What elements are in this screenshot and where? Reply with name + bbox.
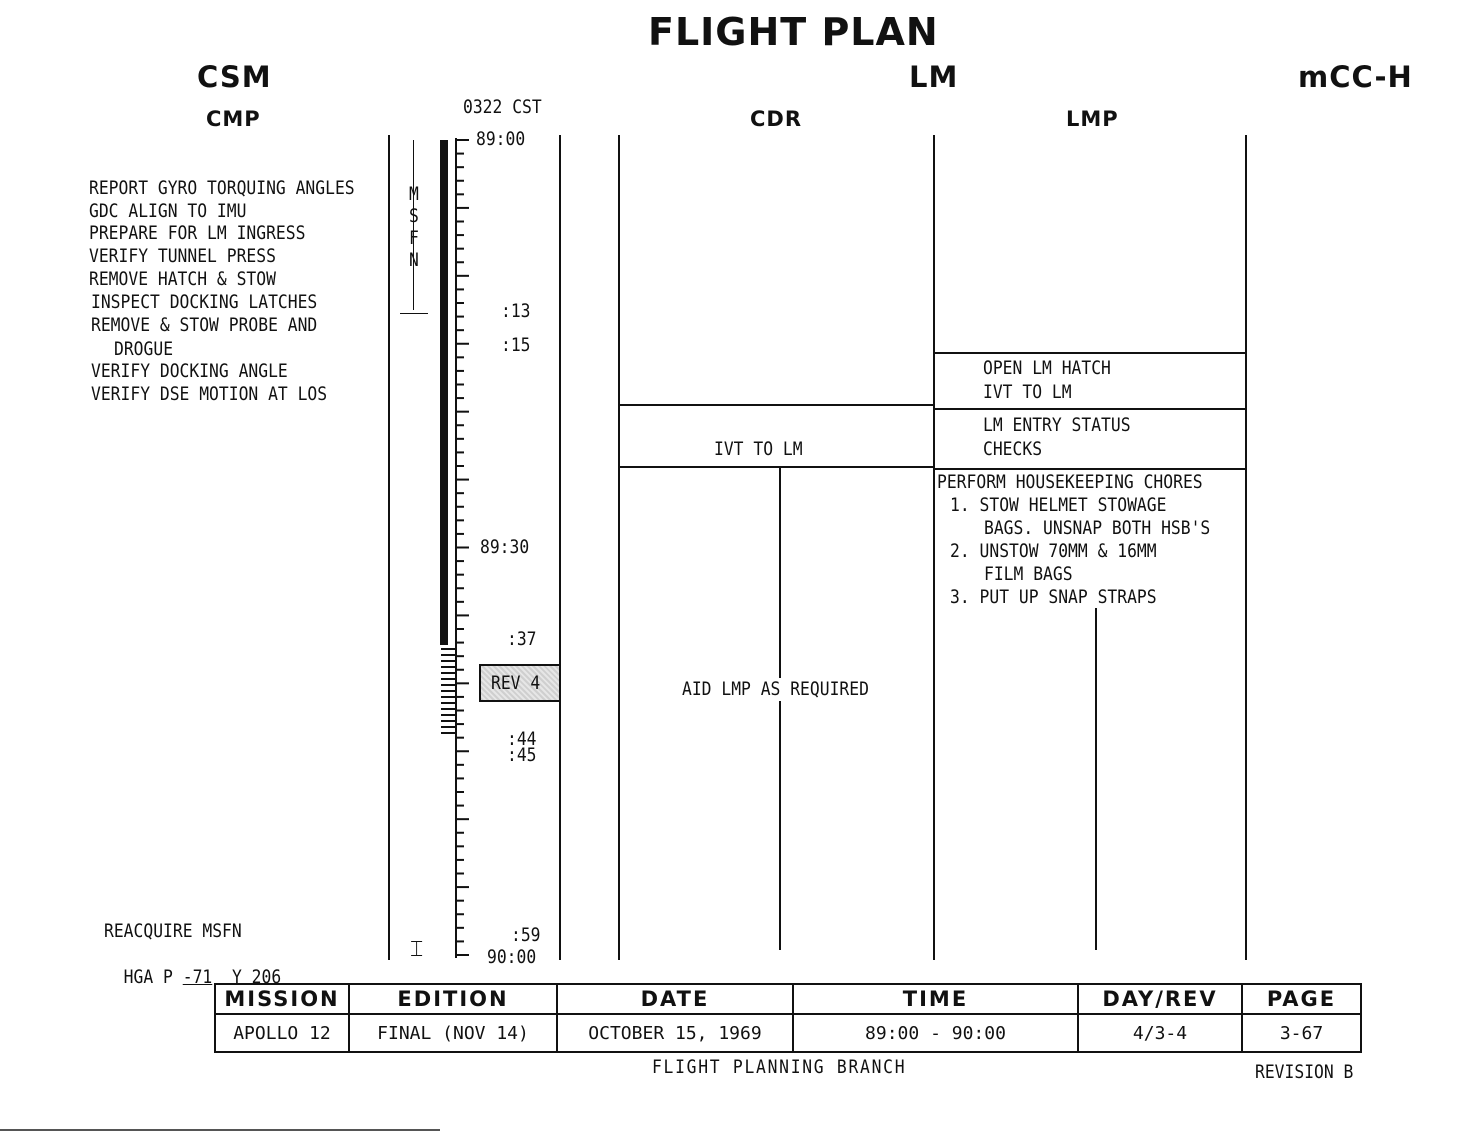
cmp-activity: VERIFY TUNNEL PRESS <box>89 245 276 267</box>
cdr-block-top <box>620 404 935 406</box>
time-mark: :59 <box>511 924 541 946</box>
cmp-activity: REMOVE HATCH & STOW <box>89 268 276 290</box>
cdr-ivt: IVT TO LM <box>714 438 803 460</box>
time-mark: :13 <box>501 300 531 322</box>
msfn-letter: S <box>409 205 419 227</box>
lmp-open-hatch: OPEN LM HATCH <box>983 357 1111 379</box>
footer-branch: FLIGHT PLANNING BRANCH <box>652 1056 907 1078</box>
footer-edition: FINAL (NOV 14) <box>349 1014 557 1052</box>
page-title: FLIGHT PLAN <box>648 10 939 54</box>
lmp-item: 1. STOW HELMET STOWAGE <box>950 494 1167 516</box>
bottom-rule <box>0 1129 440 1131</box>
lmp-ivt: IVT TO LM <box>983 381 1072 403</box>
footer-header: MISSION <box>215 984 349 1014</box>
time-right-line <box>559 135 561 960</box>
cmp-activity: VERIFY DOCKING ANGLE <box>91 360 288 382</box>
reacquire-marker-icon: ⌶ <box>410 937 424 962</box>
hga-line <box>104 943 281 988</box>
footer-page: 3-67 <box>1242 1014 1361 1052</box>
footer-header-row <box>215 984 1361 1014</box>
csm-heading: CSM <box>197 60 272 94</box>
lmp-item: FILM BAGS <box>984 563 1073 585</box>
msfn-letter: M <box>409 183 419 205</box>
rev-marker <box>479 664 561 702</box>
lmp-block-3-top <box>935 468 1246 470</box>
lmp-continuation-line <box>1095 608 1097 950</box>
reacquire-line: REACQUIRE MSFN <box>104 920 242 942</box>
cdr-left-line <box>618 135 620 960</box>
cmp-activity: VERIFY DSE MOTION AT LOS <box>91 383 328 405</box>
hga-pitch: -71 <box>182 965 213 988</box>
cmp-activity: DROGUE <box>114 338 174 360</box>
lmp-right-line <box>1245 135 1247 960</box>
msfn-letter: F <box>409 227 419 249</box>
msfn-bracket-bottom <box>400 313 428 314</box>
cmp-right-line <box>388 135 390 960</box>
lmp-housekeeping: PERFORM HOUSEKEEPING CHORES <box>937 471 1203 493</box>
hga-prefix: HGA P <box>123 965 173 988</box>
time-mark: :44 <box>507 728 537 750</box>
footer-revision: REVISION B <box>1255 1061 1354 1083</box>
time-mark: :37 <box>507 628 537 650</box>
hga-yaw-prefix: Y <box>231 965 242 988</box>
lmp-left-line <box>933 135 935 960</box>
footer-mission: APOLLO 12 <box>215 1014 349 1052</box>
lmp-block-1-top <box>935 352 1246 354</box>
mcc-heading: mCC-H <box>1298 60 1413 94</box>
time-mark: 90:00 <box>487 946 537 968</box>
cmp-heading: CMP <box>206 107 261 131</box>
hga-yaw: 206 <box>251 965 282 988</box>
time-mark: :45 <box>507 744 537 766</box>
cmp-activity: GDC ALIGN TO IMU <box>89 200 247 222</box>
cdr-aid: AID LMP AS REQUIRED <box>682 678 869 700</box>
lmp-heading: LMP <box>1066 107 1119 131</box>
footer-value-row <box>215 1014 1361 1052</box>
footer-header: EDITION <box>349 984 557 1014</box>
time-zone-label: 0322 CST <box>463 96 542 118</box>
cmp-activity: PREPARE FOR LM INGRESS <box>89 222 306 244</box>
cdr-block-bottom <box>620 466 935 468</box>
footer-time: 89:00 - 90:00 <box>793 1014 1078 1052</box>
cdr-continuation-line <box>779 468 781 950</box>
footer-header: DATE <box>557 984 793 1014</box>
footer-header: PAGE <box>1242 984 1361 1014</box>
footer-header: TIME <box>793 984 1078 1014</box>
rev-label: REV 4 <box>491 672 541 694</box>
time-axis-ticks <box>440 130 480 965</box>
cdr-heading: CDR <box>750 107 803 131</box>
time-mark: :15 <box>501 334 531 356</box>
lmp-item: BAGS. UNSNAP BOTH HSB'S <box>984 517 1211 539</box>
cmp-activity: INSPECT DOCKING LATCHES <box>91 291 318 313</box>
cmp-activity: REMOVE & STOW PROBE AND <box>91 314 318 336</box>
lmp-block-2-top <box>935 408 1246 410</box>
lm-heading: LM <box>909 60 959 94</box>
msfn-letter: N <box>409 249 419 271</box>
lmp-item: 2. UNSTOW 70MM & 16MM <box>950 540 1157 562</box>
lmp-entry-checks: CHECKS <box>983 438 1043 460</box>
cmp-activity: REPORT GYRO TORQUING ANGLES <box>89 177 355 199</box>
lmp-item: 3. PUT UP SNAP STRAPS <box>950 586 1157 608</box>
lmp-entry-status: LM ENTRY STATUS <box>983 414 1131 436</box>
time-mark: 89:00 <box>476 128 526 150</box>
footer-table <box>214 983 1362 1053</box>
time-mark: 89:30 <box>480 536 530 558</box>
footer-dayrev: 4/3-4 <box>1078 1014 1242 1052</box>
footer-header: DAY/REV <box>1078 984 1242 1014</box>
footer-date: OCTOBER 15, 1969 <box>557 1014 793 1052</box>
